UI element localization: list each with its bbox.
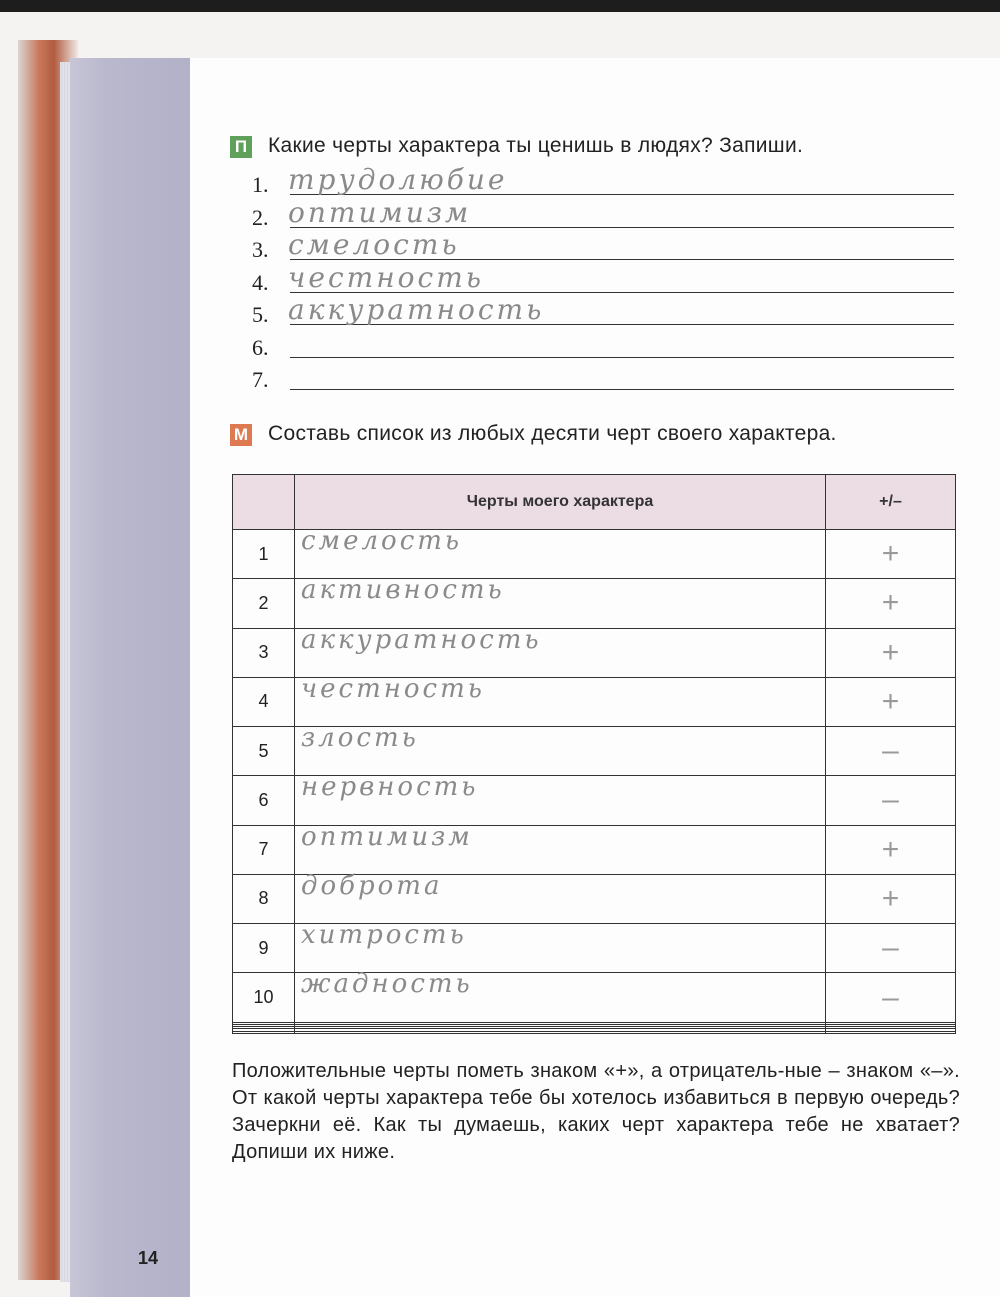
- row-number: 9: [233, 924, 295, 973]
- table-row: [233, 677, 956, 726]
- answer-line[interactable]: [252, 163, 954, 198]
- answer-line[interactable]: [252, 260, 954, 296]
- section-m-marker: М: [230, 424, 252, 446]
- table-row: [233, 579, 956, 628]
- section-m-question: Составь список из любых десяти черт своего характера.: [268, 422, 837, 445]
- instruction-paragraph: Положительные черты пометь знаком «+», а отрицатель-ные – знаком «–». От какой черты характера тебе бы хотелось избавиться в первую очередь? Зачеркни её. Как ты думаешь, каких черт характера тебе не хватает? Допиши их ниже.: [232, 1060, 960, 1163]
- trait-cell[interactable]: [295, 575, 826, 628]
- handwritten-trait: честность: [301, 673, 485, 704]
- line-number: 2.: [252, 204, 269, 230]
- line-number: 3.: [252, 237, 269, 262]
- table-row: [233, 727, 956, 776]
- row-number: 8: [233, 874, 295, 923]
- mark-cell[interactable]: +: [826, 628, 956, 677]
- traits-table-header: [233, 475, 956, 530]
- handwritten-answer: аккуратность: [288, 293, 545, 326]
- row-number: 3: [233, 628, 295, 677]
- row-number: 5: [233, 727, 295, 776]
- handwritten-trait: доброта: [301, 870, 443, 901]
- trait-cell[interactable]: [295, 673, 826, 726]
- trait-cell[interactable]: [295, 624, 826, 677]
- handwritten-trait: злость: [301, 723, 419, 754]
- table-row: [233, 628, 956, 677]
- handwritten-answer: трудолюбие: [288, 163, 508, 196]
- trait-cell[interactable]: [295, 723, 826, 776]
- header-traits: Черты моего характера: [295, 475, 826, 530]
- mark-cell[interactable]: +: [826, 579, 956, 628]
- page-margin-strip: [70, 58, 190, 1297]
- line-number: 4.: [252, 269, 269, 295]
- row-number: 2: [233, 579, 295, 628]
- row-number: 10: [233, 973, 295, 1022]
- answer-line[interactable]: [252, 195, 954, 231]
- mark-cell[interactable]: –: [826, 727, 956, 776]
- handwritten-trait: смелость: [301, 526, 463, 556]
- line-number: 5.: [252, 302, 269, 327]
- header-num: [233, 475, 295, 530]
- line-number: 6.: [252, 334, 269, 360]
- line-number: 7.: [252, 367, 269, 392]
- handwritten-answer: смелость: [288, 228, 460, 261]
- trait-cell[interactable]: [295, 1031, 826, 1033]
- section-p-marker: П: [230, 136, 252, 158]
- handwritten-trait: жадность: [301, 969, 473, 1000]
- row-number: 7: [233, 825, 295, 874]
- answer-line[interactable]: [252, 363, 954, 393]
- trait-cell[interactable]: [295, 969, 826, 1022]
- page-number: 14: [138, 1248, 159, 1268]
- trait-cell[interactable]: [295, 526, 826, 579]
- handwritten-trait: хитрость: [301, 920, 467, 951]
- handwritten-trait: нервность: [301, 772, 479, 803]
- handwritten-trait: аккуратность: [301, 624, 542, 655]
- table-row: [233, 530, 956, 579]
- mark-cell[interactable]: –: [826, 924, 956, 973]
- mark-cell[interactable]: +: [826, 874, 956, 923]
- line-number: 1.: [252, 172, 269, 197]
- trait-cell[interactable]: [295, 920, 826, 973]
- row-number: 4: [233, 677, 295, 726]
- table-row: [233, 874, 956, 923]
- handwritten-trait: активность: [301, 575, 505, 606]
- handwritten-trait: оптимизм: [301, 821, 473, 852]
- row-number: 1: [233, 530, 295, 579]
- row-number: [233, 1031, 295, 1033]
- mark-cell[interactable]: +: [826, 530, 956, 579]
- trait-cell[interactable]: [295, 821, 826, 874]
- header-mark: +/–: [826, 475, 956, 530]
- row-number: 6: [233, 776, 295, 825]
- handwritten-answer: честность: [288, 260, 484, 294]
- traits-table: [232, 474, 956, 1034]
- table-row: [233, 924, 956, 973]
- writing-rule: [290, 389, 954, 390]
- table-row: [233, 1031, 956, 1033]
- writing-rule: [290, 357, 954, 358]
- answer-line[interactable]: [252, 331, 954, 361]
- table-row: [233, 776, 956, 825]
- handwritten-answer: оптимизм: [288, 195, 472, 229]
- trait-cell[interactable]: [295, 772, 826, 825]
- scan-top-edge: [0, 0, 1000, 12]
- mark-cell[interactable]: –: [826, 776, 956, 825]
- mark-cell[interactable]: +: [826, 825, 956, 874]
- mark-cell[interactable]: –: [826, 973, 956, 1022]
- trait-cell[interactable]: [295, 870, 826, 923]
- answer-line[interactable]: [252, 293, 954, 328]
- mark-cell[interactable]: +: [826, 677, 956, 726]
- mark-cell[interactable]: [826, 1031, 956, 1033]
- table-row: [233, 973, 956, 1022]
- answer-line[interactable]: [252, 228, 954, 263]
- table-row: [233, 825, 956, 874]
- section-p-question: Какие черты характера ты ценишь в людях? Запиши.: [268, 134, 804, 157]
